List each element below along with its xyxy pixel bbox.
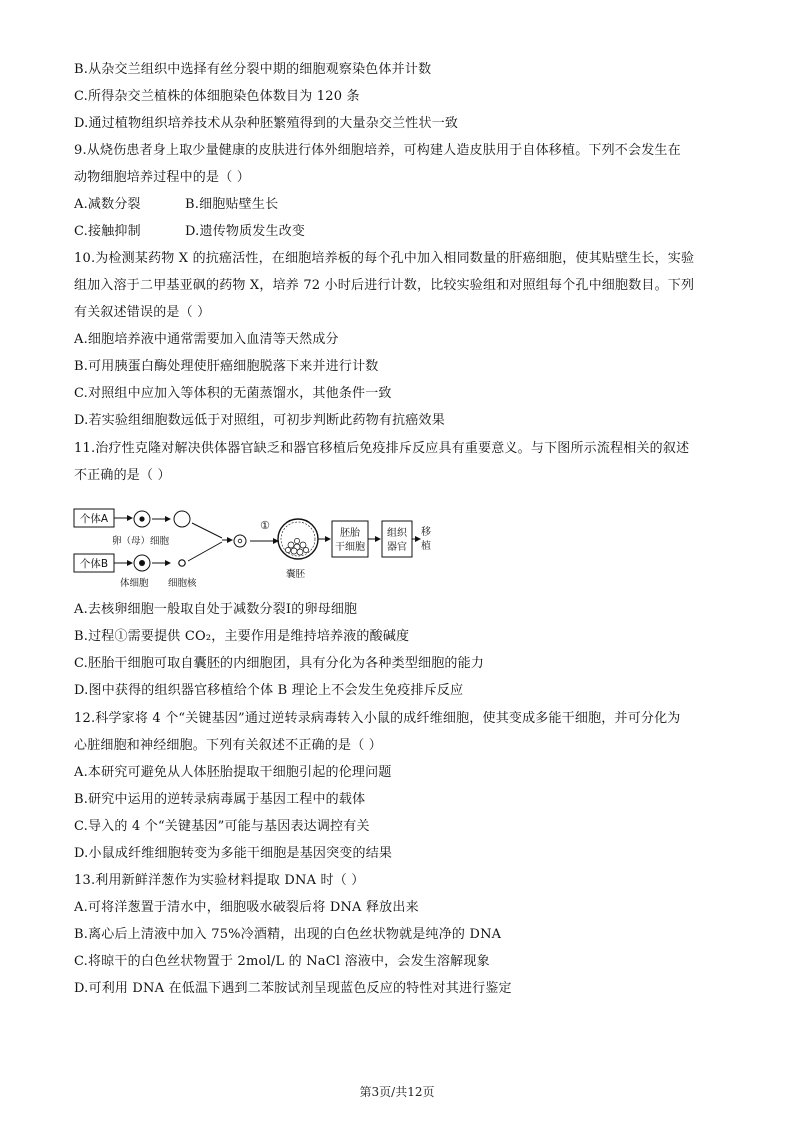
organ-label-line2: 器官 [387, 542, 407, 553]
q10-option-b: B.可用胰蛋白酶处理使肝癌细胞脱落下来并进行计数 [74, 359, 379, 374]
q11-option-a: A.去核卵细胞一般取自处于减数分裂Ⅰ的卵母细胞 [74, 602, 358, 617]
q11-option-b: B.过程①需要提供 CO₂，主要作用是维持培养液的酸碱度 [74, 629, 410, 644]
somatic-label: 体细胞 [120, 578, 149, 589]
q13-option-d: D.可利用 DNA 在低温下遇到二苯胺试剂呈现蓝色反应的特性对其进行鉴定 [74, 981, 512, 996]
esc-label-line1: 胚胎 [340, 528, 360, 539]
q13-stem: 13.利用新鲜洋葱作为实验材料提取 DNA 时（ ） [74, 873, 365, 888]
isolated-nucleus-shape [179, 560, 185, 566]
transplant-label-line2: 植 [421, 541, 431, 552]
q11-stem-line1: 11.治疗性克隆对解决供体器官缺乏和器官移植后免疫排斥反应具有重要意义。与下图所示流程相关的叙述 [74, 441, 690, 456]
enucleated-egg-shape [174, 511, 190, 527]
q9-stem-line1: 9.从烧伤患者身上取少量健康的皮肤进行体外细胞培养，可构建人造皮肤用于自体移植。下列不会发生在 [74, 143, 681, 158]
page-number-footer: 第3页/共12页 [359, 1085, 435, 1099]
egg-label: 卵（母）细胞 [112, 536, 170, 547]
q11-stem-line2: 不正确的是（ ） [74, 468, 171, 483]
q9-option-a: A.减数分裂 [74, 197, 141, 212]
q9-option-c: C.接触抑制 [74, 224, 141, 239]
egg-nucleus-shape [139, 516, 144, 521]
q9-option-b: B.细胞贴壁生长 [185, 197, 279, 212]
q10-stem-line1: 10.为检测某药物 X 的抗癌活性，在细胞培养板的每个孔中加入相同数量的肝癌细胞，使其贴壁生长，实验 [74, 251, 695, 266]
q11-option-c: C.胚胎干细胞可取自囊胚的内细胞团，具有分化为各种类型细胞的能力 [74, 656, 485, 671]
q8-option-b: B.从杂交兰组织中选择有丝分裂中期的细胞观察染色体并计数 [74, 62, 432, 77]
organ-label-line1: 组织 [387, 528, 407, 539]
q10-option-c: C.对照组中应加入等体积的无菌蒸馏水，其他条件一致 [74, 386, 392, 401]
q13-option-b: B.离心后上清液中加入 75%冷酒精，出现的白色丝状物就是纯净的 DNA [74, 927, 502, 942]
esc-label-line2: 干细胞 [335, 542, 365, 553]
blastocyst-label: 囊胚 [286, 569, 306, 580]
somatic-nucleus-shape [139, 560, 145, 566]
q11-option-d: D.图中获得的组织器官移植给个体 B 理论上不会发生免疫排斥反应 [74, 683, 464, 698]
q10-stem-line3: 有关叙述错误的是（ ） [74, 305, 211, 320]
q12-option-b: B.研究中运用的逆转录病毒属于基因工程中的载体 [74, 792, 366, 807]
q12-stem-line1: 12.科学家将 4 个“关键基因”通过逆转录病毒转入小鼠的成纤维细胞，使其变成多能干细胞，并可分化为 [74, 711, 681, 726]
nucleus-label: 细胞核 [168, 578, 197, 589]
q12-option-d: D.小鼠成纤维细胞转变为多能干细胞是基因突变的结果 [74, 846, 393, 861]
q12-option-c: C.导入的 4 个“关键基因”可能与基因表达调控有关 [74, 819, 370, 834]
transplant-label-line1: 移 [421, 527, 431, 538]
q8-option-c: C.所得杂交兰植株的体细胞染色体数目为 120 条 [74, 89, 360, 104]
individual-a-label: 个体A [79, 513, 109, 525]
q13-option-a: A.可将洋葱置于清水中，细胞吸水破裂后将 DNA 释放出来 [74, 900, 419, 915]
q10-option-a: A.细胞培养液中通常需要加入血清等天然成分 [74, 332, 339, 347]
q10-option-d: D.若实验组细胞数远低于对照组，可初步判断此药物有抗癌效果 [74, 413, 445, 428]
individual-b-label: 个体B [79, 558, 109, 570]
step-1-label: ① [260, 519, 270, 532]
q12-stem-line2: 心脏细胞和神经细胞。下列有关叙述不正确的是（ ） [74, 738, 382, 753]
q8-option-d: D.通过植物组织培养技术从杂种胚繁殖得到的大量杂交兰性状一致 [74, 116, 459, 131]
therapeutic-cloning-diagram [72, 505, 432, 595]
reconstructed-cell-shape [234, 535, 246, 547]
q9-stem-line2: 动物细胞培养过程中的是（ ） [74, 170, 250, 185]
q10-stem-line2: 组加入溶于二甲基亚砜的药物 X，培养 72 小时后进行计数，比较实验组和对照组每个孔中细胞数目。下列 [74, 278, 695, 293]
q13-option-c: C.将晾干的白色丝状物置于 2mol/L 的 NaCl 溶液中，会发生溶解现象 [74, 954, 490, 969]
q12-option-a: A.本研究可避免从人体胚胎提取干细胞引起的伦理问题 [74, 765, 392, 780]
q9-option-d: D.遗传物质发生改变 [185, 224, 306, 239]
